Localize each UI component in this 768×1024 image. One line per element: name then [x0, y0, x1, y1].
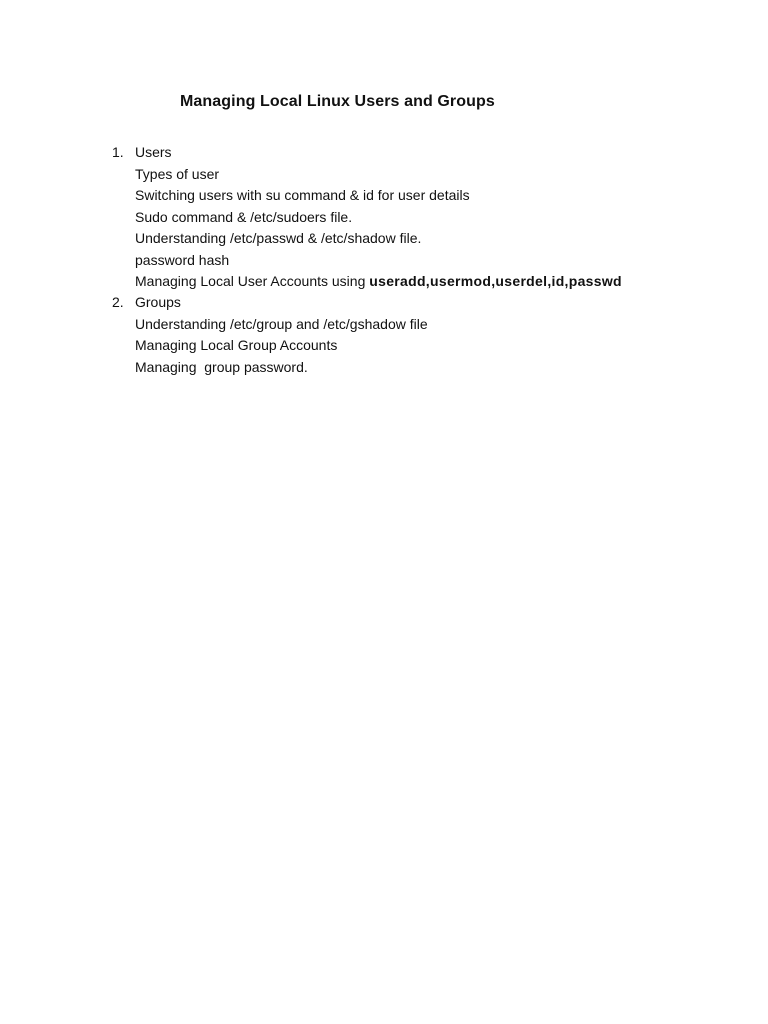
- section-groups: [112, 292, 428, 378]
- list-item: Understanding /etc/group and /etc/gshadow file: [135, 315, 428, 332]
- list-item: Switching users with su command & id for user details: [135, 187, 470, 203]
- section-number: 2.: [112, 294, 124, 310]
- list-item: Managing Local Group Accounts: [135, 337, 338, 353]
- section-heading-text: Users: [135, 144, 172, 160]
- list-item: Understanding /etc/passwd & /etc/shadow file.: [135, 230, 422, 246]
- document-title: Managing Local Linux Users and Groups: [180, 93, 495, 110]
- command-names: useradd,usermod,userdel,id,passwd: [369, 273, 622, 289]
- section-heading-text: Groups: [135, 294, 181, 310]
- list-item: [135, 271, 622, 293]
- section-heading: [112, 292, 428, 314]
- list-item: Types of user: [135, 165, 220, 182]
- list-item: password hash: [135, 251, 230, 268]
- section-users: [112, 142, 622, 293]
- list-item: Managing group password.: [135, 358, 308, 375]
- list-item-text: Managing Local User Accounts using: [135, 273, 370, 289]
- list-item: Sudo command & /etc/sudoers file.: [135, 208, 353, 225]
- section-number: 1.: [112, 144, 124, 160]
- section-heading: [112, 142, 622, 164]
- groups-topic-list: [112, 314, 428, 379]
- users-topic-list: [112, 164, 622, 293]
